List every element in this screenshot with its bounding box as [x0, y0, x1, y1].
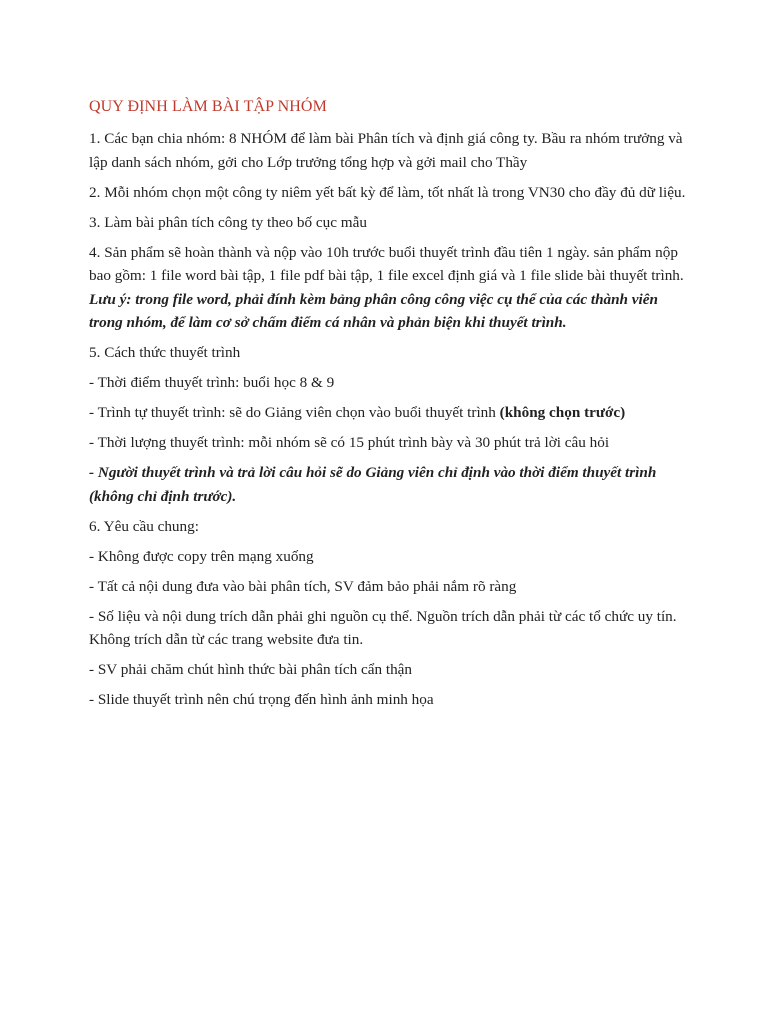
rule-4-deliverables	[89, 241, 686, 335]
rule-5a-timing: - Thời điểm thuyết trình: buổi học 8 & 9	[89, 374, 335, 391]
rule-3-analysis-layout: 3. Làm bài phân tích công ty theo bố cục mẫu	[89, 213, 367, 231]
rule-6d-presentation-quality: - SV phải chăm chút hình thức bài phân tích cẩn thận	[89, 661, 413, 678]
rule-4-note: Lưu ý: trong file word, phải đính kèm bảng phân công công việc cụ thể của các thành viên trong nhóm, để làm cơ sở chấm điểm cá nhân và phản biện khi thuyết trình.	[89, 290, 658, 331]
rule-2-company-selection: 2. Mỗi nhóm chọn một công ty niêm yết bất kỳ để làm, tốt nhất là trong VN30 cho đầy đủ dữ liệu.	[89, 183, 686, 201]
rule-5b-order	[89, 401, 686, 425]
document-title: QUY ĐỊNH LÀM BÀI TẬP NHÓM	[89, 98, 327, 115]
rule-5b-text: - Trình tự thuyết trình: sẽ do Giảng viên chọn vào buổi thuyết trình	[89, 404, 500, 421]
rule-6c-citations: - Số liệu và nội dung trích dẫn phải ghi nguồn cụ thể. Nguồn trích dẫn phải từ các tổ chức uy tín. Không trích dẫn từ các trang website đưa tin.	[89, 607, 677, 648]
rule-1-group-division: 1. Các bạn chia nhóm: 8 NHÓM để làm bài Phân tích và định giá công ty. Bầu ra nhóm trưởng và lập danh sách nhóm, gởi cho Lớp trưởng tổng hợp và gởi mail cho Thầy	[89, 130, 683, 171]
rule-5-presentation-heading: 5. Cách thức thuyết trình	[89, 344, 241, 361]
rule-6a-no-copy: - Không được copy trên mạng xuống	[89, 547, 314, 565]
rule-6b-understanding: - Tất cả nội dung đưa vào bài phân tích, SV đảm bảo phải nắm rõ ràng	[89, 577, 517, 595]
rule-6e-slide-images: - Slide thuyết trình nên chú trọng đến hình ảnh minh họa	[89, 691, 434, 708]
rule-5c-duration: - Thời lượng thuyết trình: mỗi nhóm sẽ có 15 phút trình bày và 30 phút trả lời câu hỏi	[89, 434, 610, 451]
rule-4-text: 4. Sản phẩm sẽ hoàn thành và nộp vào 10h trước buổi thuyết trình đầu tiên 1 ngày. sản phẩm nộp bao gồm: 1 file word bài tập, 1 file pdf bài tập, 1 file excel định giá và 1 file slide bài thuyết trình.	[89, 243, 684, 284]
rule-6-general-heading: 6. Yêu cầu chung:	[89, 517, 199, 535]
rule-5d-presenter: - Người thuyết trình và trả lời câu hỏi sẽ do Giảng viên chỉ định vào thời điểm thuyết trình (không chỉ định trước).	[89, 464, 657, 505]
rule-5b-bold: (không chọn trước)	[499, 404, 626, 421]
